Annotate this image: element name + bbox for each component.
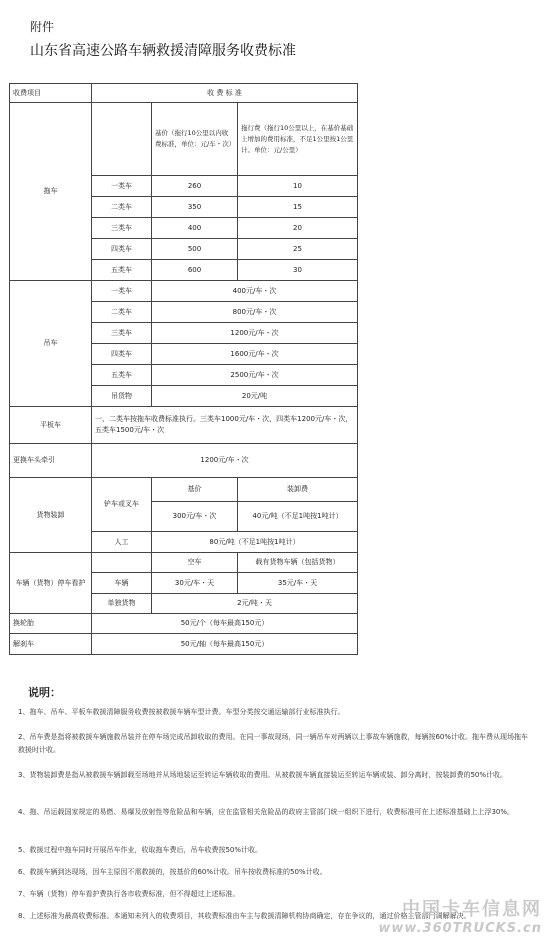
- tire-fee: 50元/个（每车最高150元）: [92, 614, 358, 634]
- crane-fee: 800元/车・次: [152, 302, 358, 323]
- notes-title: 说明：: [28, 686, 61, 699]
- crane-class: 一类车: [92, 281, 152, 302]
- crane-class: 四类车: [92, 344, 152, 365]
- head-change-fee: 1200元/车・次: [92, 444, 358, 478]
- tow-extra: 30: [238, 260, 358, 281]
- header-standard: 收 费 标 准: [92, 84, 358, 103]
- crane-class: 吊货物: [92, 386, 152, 407]
- watermark: [378, 895, 542, 936]
- tow-base: 600: [152, 260, 238, 281]
- flatbed-label: 平板车: [10, 407, 92, 444]
- note-item: 8、上述标准为最高收费标准。本通知未列入的收费项目，其收费标准由车主与救援清障机构协商确定，存在争议的，通过价格主管部门调解解决。: [18, 912, 471, 920]
- head-change-label: 更换车头牵引: [10, 444, 92, 478]
- note-item: 1、拖车、吊车、平板车救援清障服务收费按被救援车辆车型计费。车型分类按交通运输部行业标准执行。: [18, 708, 345, 716]
- storage-goods: 单独货物: [92, 594, 152, 614]
- crane-class: 二类车: [92, 302, 152, 323]
- storage-blank: [92, 553, 152, 573]
- brake-fee: 50元/轴（每车最高150元）: [92, 634, 358, 655]
- brake-label: 解刹车: [10, 634, 92, 655]
- cargo-forklift: 铲车或叉车: [92, 478, 152, 532]
- tow-class: 三类车: [92, 218, 152, 239]
- note-item: 6、救援车辆到达现场，因车主原因不需救援的，按基价的60%计收。吊车按收费标准的50%计收。: [18, 868, 327, 876]
- cargo-forklift-base: 300元/车・次: [152, 502, 238, 532]
- storage-vehicle: 车辆: [92, 573, 152, 594]
- note-item: 7、车辆（货物）停车看护费执行各市收费标准，但不得超过上述标准。: [18, 890, 240, 898]
- storage-loaded-header: 载有货物车辆（包括货物）: [238, 553, 358, 573]
- crane-fee: 400元/车・次: [152, 281, 358, 302]
- tow-base: 260: [152, 176, 238, 197]
- watermark-en: www.360TRUCKS.cn: [378, 921, 542, 936]
- tow-extra: 10: [238, 176, 358, 197]
- watermark-cn: 中国卡车信息网: [402, 899, 542, 920]
- tow-class: 二类车: [92, 197, 152, 218]
- tow-base: 500: [152, 239, 238, 260]
- cargo-manual: 人工: [92, 532, 152, 553]
- storage-empty-header: 空车: [152, 553, 238, 573]
- note-item: 2、吊车费是指将被救援车辆施救吊装并在停车场完成吊卸收取的费用。在同一事故现场，同一辆吊车对两辆以上事故车辆施救，每辆按60%计收。拖车费从现场拖车救援时计收。: [18, 733, 529, 754]
- crane-class: 三类车: [92, 323, 152, 344]
- crane-fee: 2500元/车・次: [152, 365, 358, 386]
- crane-class: 五类车: [92, 365, 152, 386]
- storage-label: 车辆（货物）停车看护: [10, 553, 92, 614]
- tow-extra: 25: [238, 239, 358, 260]
- tow-class: 一类车: [92, 176, 152, 197]
- header-item: 收费项目: [10, 84, 92, 103]
- tow-base: 400: [152, 218, 238, 239]
- storage-vehicle-empty: 30元/车・天: [152, 573, 238, 594]
- tow-extra-header: 拖行费（拖行10公里以上，在基价基础上增加的费用标准，不足1公里按1公里计。单位：元/公里）: [238, 103, 358, 176]
- tow-class: 五类车: [92, 260, 152, 281]
- crane-fee: 20元/吨: [152, 386, 358, 407]
- note-item: 4、拖、吊运载国家规定的易燃、易爆及放射性等危险品和车辆，应在监管相关危险品的政府主管部门统一组织下进行，收费标准可在上述标准基础上上浮30%。: [18, 808, 515, 816]
- note-item: 5、救援过程中拖车同时开展吊车作业，收取拖车费后，吊车收费按50%计收。: [18, 846, 263, 854]
- fee-table: [9, 83, 358, 655]
- page-title: 山东省高速公路车辆救援清障服务收费标准: [30, 43, 296, 59]
- table-row: [10, 281, 358, 302]
- note-item: 3、货物装卸费是指从被救援车辆卸载至场地并从场地装运至转运车辆收取的费用。从被救援车辆直接装运至转运车辆或装、卸分离时，按装卸费的50%计收。: [18, 771, 508, 779]
- cargo-label: 货物装卸: [10, 478, 92, 553]
- tow-extra: 15: [238, 197, 358, 218]
- cargo-manual-fee: 80元/吨（不足1吨按1吨计）: [152, 532, 358, 553]
- cargo-load-header: 装卸费: [238, 478, 358, 502]
- cargo-base-header: 基价: [152, 478, 238, 502]
- crane-fee: 1200元/车・次: [152, 323, 358, 344]
- tow-blank: [92, 103, 152, 176]
- tow-class: 四类车: [92, 239, 152, 260]
- crane-label: 吊车: [10, 281, 92, 407]
- tow-base: 350: [152, 197, 238, 218]
- tow-extra: 20: [238, 218, 358, 239]
- tow-label: 拖车: [10, 103, 92, 281]
- tow-base-header: 基价（拖行10公里以内收费标准，单位：元/车・次）: [152, 103, 238, 176]
- tire-label: 换轮胎: [10, 614, 92, 634]
- crane-fee: 1600元/车・次: [152, 344, 358, 365]
- storage-goods-fee: 2元/吨・天: [152, 594, 358, 614]
- attachment-label: 附件: [30, 20, 55, 34]
- cargo-forklift-load: 40元/吨（不足1吨按1吨计）: [238, 502, 358, 532]
- storage-vehicle-loaded: 35元/车・天: [238, 573, 358, 594]
- flatbed-text: 一、二类车按拖车收费标准执行。三类车1000元/车・次，四类车1200元/车・次，五类车1500元/车・次: [92, 407, 358, 444]
